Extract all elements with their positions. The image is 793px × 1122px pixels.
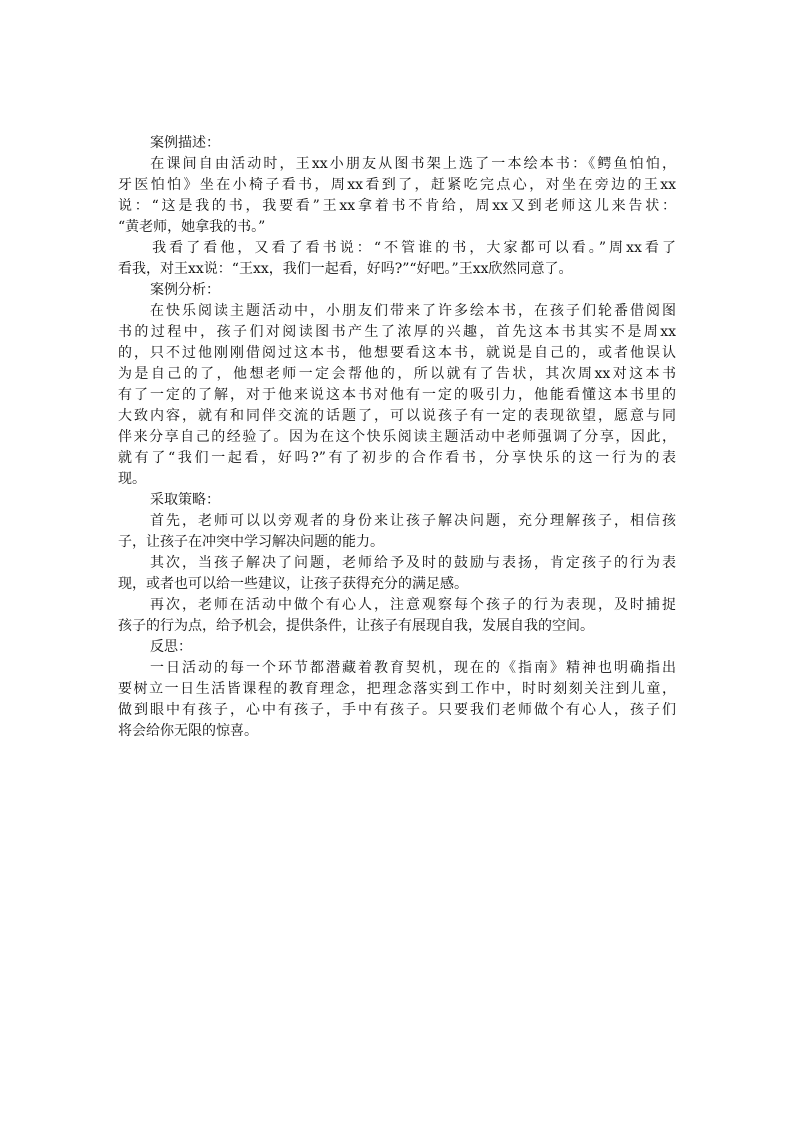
section-heading-strategies: 采取策略：	[136, 492, 220, 508]
paragraph-line: 伴来分享自己的经验了。因为在这个快乐阅读主题活动中老师强调了分享，因此，	[118, 429, 676, 445]
paragraph-line: 说：“这是我的书，我要看”王xx拿着书不肯给，周xx又到老师这儿来告状：	[118, 198, 676, 214]
paragraph-line: 大致内容，就有和同伴交流的话题了，可以说孩子有一定的表现欲望，愿意与同	[118, 408, 676, 424]
paragraph-line: 将会给你无限的惊喜。	[118, 723, 258, 739]
paragraph-line: 在课间自由活动时，王xx小朋友从图书架上选了一本绘本书：《鳄鱼怕怕，	[118, 156, 676, 172]
paragraph-line: 的，只不过他刚刚借阅过这本书，他想要看这本书，就说是自己的，或者他误认	[118, 345, 676, 361]
paragraph-line: 有了一定的了解，对于他来说这本书对他有一定的吸引力，他能看懂这本书里的	[118, 387, 676, 403]
section-heading-case-description: 案例描述：	[136, 135, 220, 151]
paragraph-line: 要树立一日生活皆课程的教育理念，把理念落实到工作中，时时刻刻关注到儿童，	[118, 681, 676, 697]
paragraph-line: 就有了“我们一起看，好吗?”有了初步的合作看书，分享快乐的这一行为的表	[118, 450, 676, 466]
paragraph-line: 为是自己的了，他想老师一定会帮他的，所以就有了告状，其次周xx对这本书	[118, 366, 676, 382]
paragraph-line: 孩子的行为点，给予机会，提供条件，让孩子有展现自我，发展自我的空间。	[118, 618, 594, 634]
paragraph-line: 看我，对王xx说：“王xx，我们一起看，好吗?”“好吧。”王xx欣然同意了。	[118, 261, 573, 277]
paragraph-line: 首先，老师可以以旁观者的身份来让孩子解决问题，充分理解孩子，相信孩	[118, 513, 676, 529]
paragraph-line: 在快乐阅读主题活动中，小朋友们带来了许多绘本书，在孩子们轮番借阅图	[118, 303, 676, 319]
paragraph-line: 一日活动的每一个环节都潜藏着教育契机，现在的《指南》精神也明确指出	[118, 660, 676, 676]
paragraph-line: 我看了看他，又看了看书说：“不管谁的书，大家都可以看。”周xx看了	[118, 240, 676, 256]
section-heading-reflection: 反思：	[136, 639, 192, 655]
paragraph-line: “黄老师，她拿我的书。”	[118, 219, 266, 235]
section-heading-case-analysis: 案例分析：	[136, 282, 220, 298]
paragraph-line: 现。	[118, 471, 146, 487]
paragraph-line: 再次，老师在活动中做个有心人，注意观察每个孩子的行为表现，及时捕捉	[118, 597, 676, 613]
paragraph-line: 做到眼中有孩子，心中有孩子，手中有孩子。只要我们老师做个有心人，孩子们	[118, 702, 676, 718]
paragraph-line: 子，让孩子在冲突中学习解决问题的能力。	[118, 534, 384, 550]
paragraph-line: 其次，当孩子解决了问题，老师给予及时的鼓励与表扬，肯定孩子的行为表	[118, 555, 676, 571]
document-page	[118, 133, 676, 742]
paragraph-line: 书的过程中，孩子们对阅读图书产生了浓厚的兴趣，首先这本书其实不是周xx	[118, 324, 676, 340]
paragraph-line: 现，或者也可以给一些建议，让孩子获得充分的满足感。	[118, 576, 468, 592]
paragraph-line: 牙医怕怕》坐在小椅子看书，周xx看到了，赶紧吃完点心，对坐在旁边的王xx	[118, 177, 676, 193]
